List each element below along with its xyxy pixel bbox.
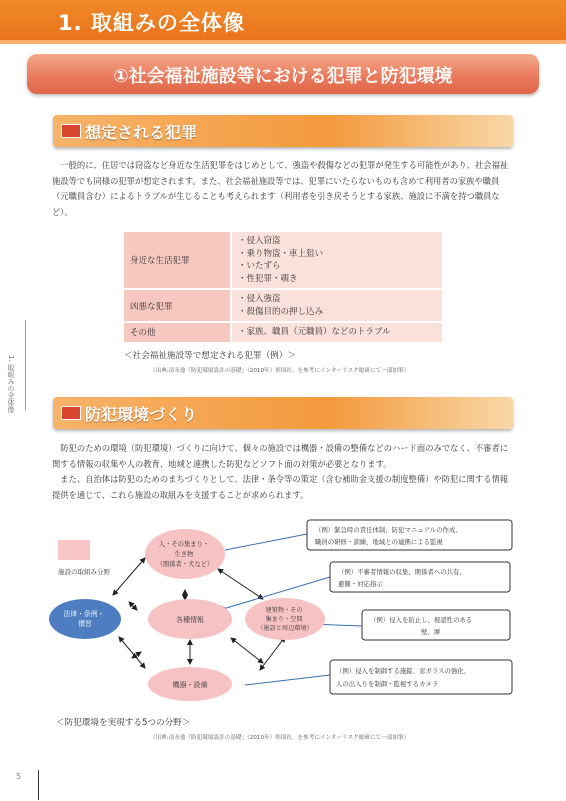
crime-item: ・殺傷目的の押し込み bbox=[238, 306, 324, 317]
crime-item: ・乗り物盗・車上狙い bbox=[238, 248, 324, 259]
crime-category: 身近な生活犯罪 bbox=[123, 231, 231, 289]
side-chapter-label: 1. 取組みの全体像 bbox=[7, 355, 15, 413]
node-building-label: 建築物・その 集まり・空間 （施設と周辺環境） bbox=[257, 607, 313, 632]
heading-marker bbox=[61, 406, 81, 420]
footer-divider bbox=[38, 770, 39, 800]
node-info-label: 各種情報 bbox=[176, 616, 204, 624]
crime-items bbox=[231, 231, 443, 289]
diagram-caption: ＜防犯環境を実現する5つの分野＞ bbox=[56, 718, 191, 728]
environment-paragraph-1: 防犯のための環境（防犯環境）づくりに向けて、個々の施設では機器・設備の整備などのハード面のみでなく、不審者に関する情報の収集や人の教育、地域と連携した防犯などソフト面の対策が必要となります。 bbox=[52, 443, 509, 469]
crime-items bbox=[231, 289, 443, 322]
environment-heading: 防犯環境づくり bbox=[85, 405, 198, 424]
legend-swatch bbox=[58, 540, 90, 560]
table-row bbox=[123, 231, 443, 289]
crime-category: 凶悪な犯罪 bbox=[123, 289, 231, 322]
side-divider bbox=[25, 320, 26, 410]
section-title: ①社会福祉施設等における犯罪と防犯環境 bbox=[113, 66, 453, 87]
diagram-source: （出典:清永他『防犯環境設計の基礎』（2010年）彰国社、を参考にインターリスク総研にて一部加筆） bbox=[150, 735, 410, 741]
crime-item: ・侵入強盗 bbox=[238, 294, 281, 304]
node-equipment-label: 機器・設備 bbox=[172, 681, 208, 689]
example-text-3: （例）侵入を防止し、視認性のある 壁、塀 bbox=[370, 616, 473, 636]
header-stripe bbox=[0, 40, 566, 44]
crime-prevention-diagram bbox=[45, 512, 520, 712]
section-title-bar bbox=[27, 54, 539, 94]
crimes-paragraph: 一般的に、住居では窃盗など身近な生活犯罪をはじめとして、強盗や殺傷などの犯罪が発生する可能性があり、社会福祉施設等でも同様の犯罪が想定されます。また、社会福祉施設等では、犯罪にいたらないものも含めて利用者の家族や職員（元職員含む）によるトラブルが生じることも考えられます（利用者を引き戻そうとする家族、施設に不満を持つ職員など）。 bbox=[52, 160, 509, 217]
example-box-4 bbox=[330, 660, 512, 694]
table-caption: ＜社会福祉施設等で想定される犯罪（例）＞ bbox=[124, 351, 296, 361]
table-row bbox=[123, 289, 443, 322]
header-banner bbox=[0, 0, 566, 44]
example-text-4: （例）侵入を制御する施錠、窓ガラスの強化、 人の出入りを制御・監視するカメラ bbox=[336, 667, 471, 688]
crime-item: ・侵入窃盗 bbox=[238, 236, 281, 246]
crime-item: ・家族、職員（元職員）などのトラブル bbox=[238, 327, 391, 337]
crime-items bbox=[231, 322, 443, 343]
table-source: （出典:清永他『防犯環境設計の基礎』（2010年）彰国社、を参考にインターリスク総研にて一部加筆） bbox=[150, 368, 410, 374]
table-row bbox=[123, 322, 443, 343]
crime-item: ・性犯罪・覗き bbox=[238, 273, 298, 284]
crime-table bbox=[122, 230, 444, 344]
node-law-label: 法律・条例・ 慣習 bbox=[63, 610, 105, 628]
example-text-1: （例）緊急時の責任体制、防犯マニュアルの作成、 職員の研修・訓練、地域との連携による監視 bbox=[315, 526, 462, 546]
environment-heading-bar bbox=[53, 397, 513, 429]
legend-label: 施設の取組み分野 bbox=[58, 568, 110, 576]
heading-marker bbox=[61, 124, 81, 138]
crime-item: ・いたずら bbox=[238, 261, 281, 271]
page-number: 5 bbox=[16, 772, 22, 781]
crime-category: その他 bbox=[123, 322, 231, 343]
example-text-2: （例）不審者情報の収集、関係者への共有、 避難・対応指示 bbox=[338, 568, 466, 588]
crimes-heading: 想定される犯罪 bbox=[85, 123, 198, 142]
page-title: 1. 取組みの全体像 bbox=[58, 11, 245, 35]
node-law bbox=[49, 599, 121, 639]
environment-paragraph-2: また、自治体は防犯のためのまちづくりとして、法律・条令等の策定（含む補助金支援の制度整備）や防犯に関する情報提供を通じて、これら施設の取組みを支援することが求められます。 bbox=[52, 474, 509, 500]
crimes-heading-bar bbox=[53, 115, 513, 147]
node-people-label: 人・その集まり・ 生き物 （関係者・犬など） bbox=[156, 541, 214, 568]
